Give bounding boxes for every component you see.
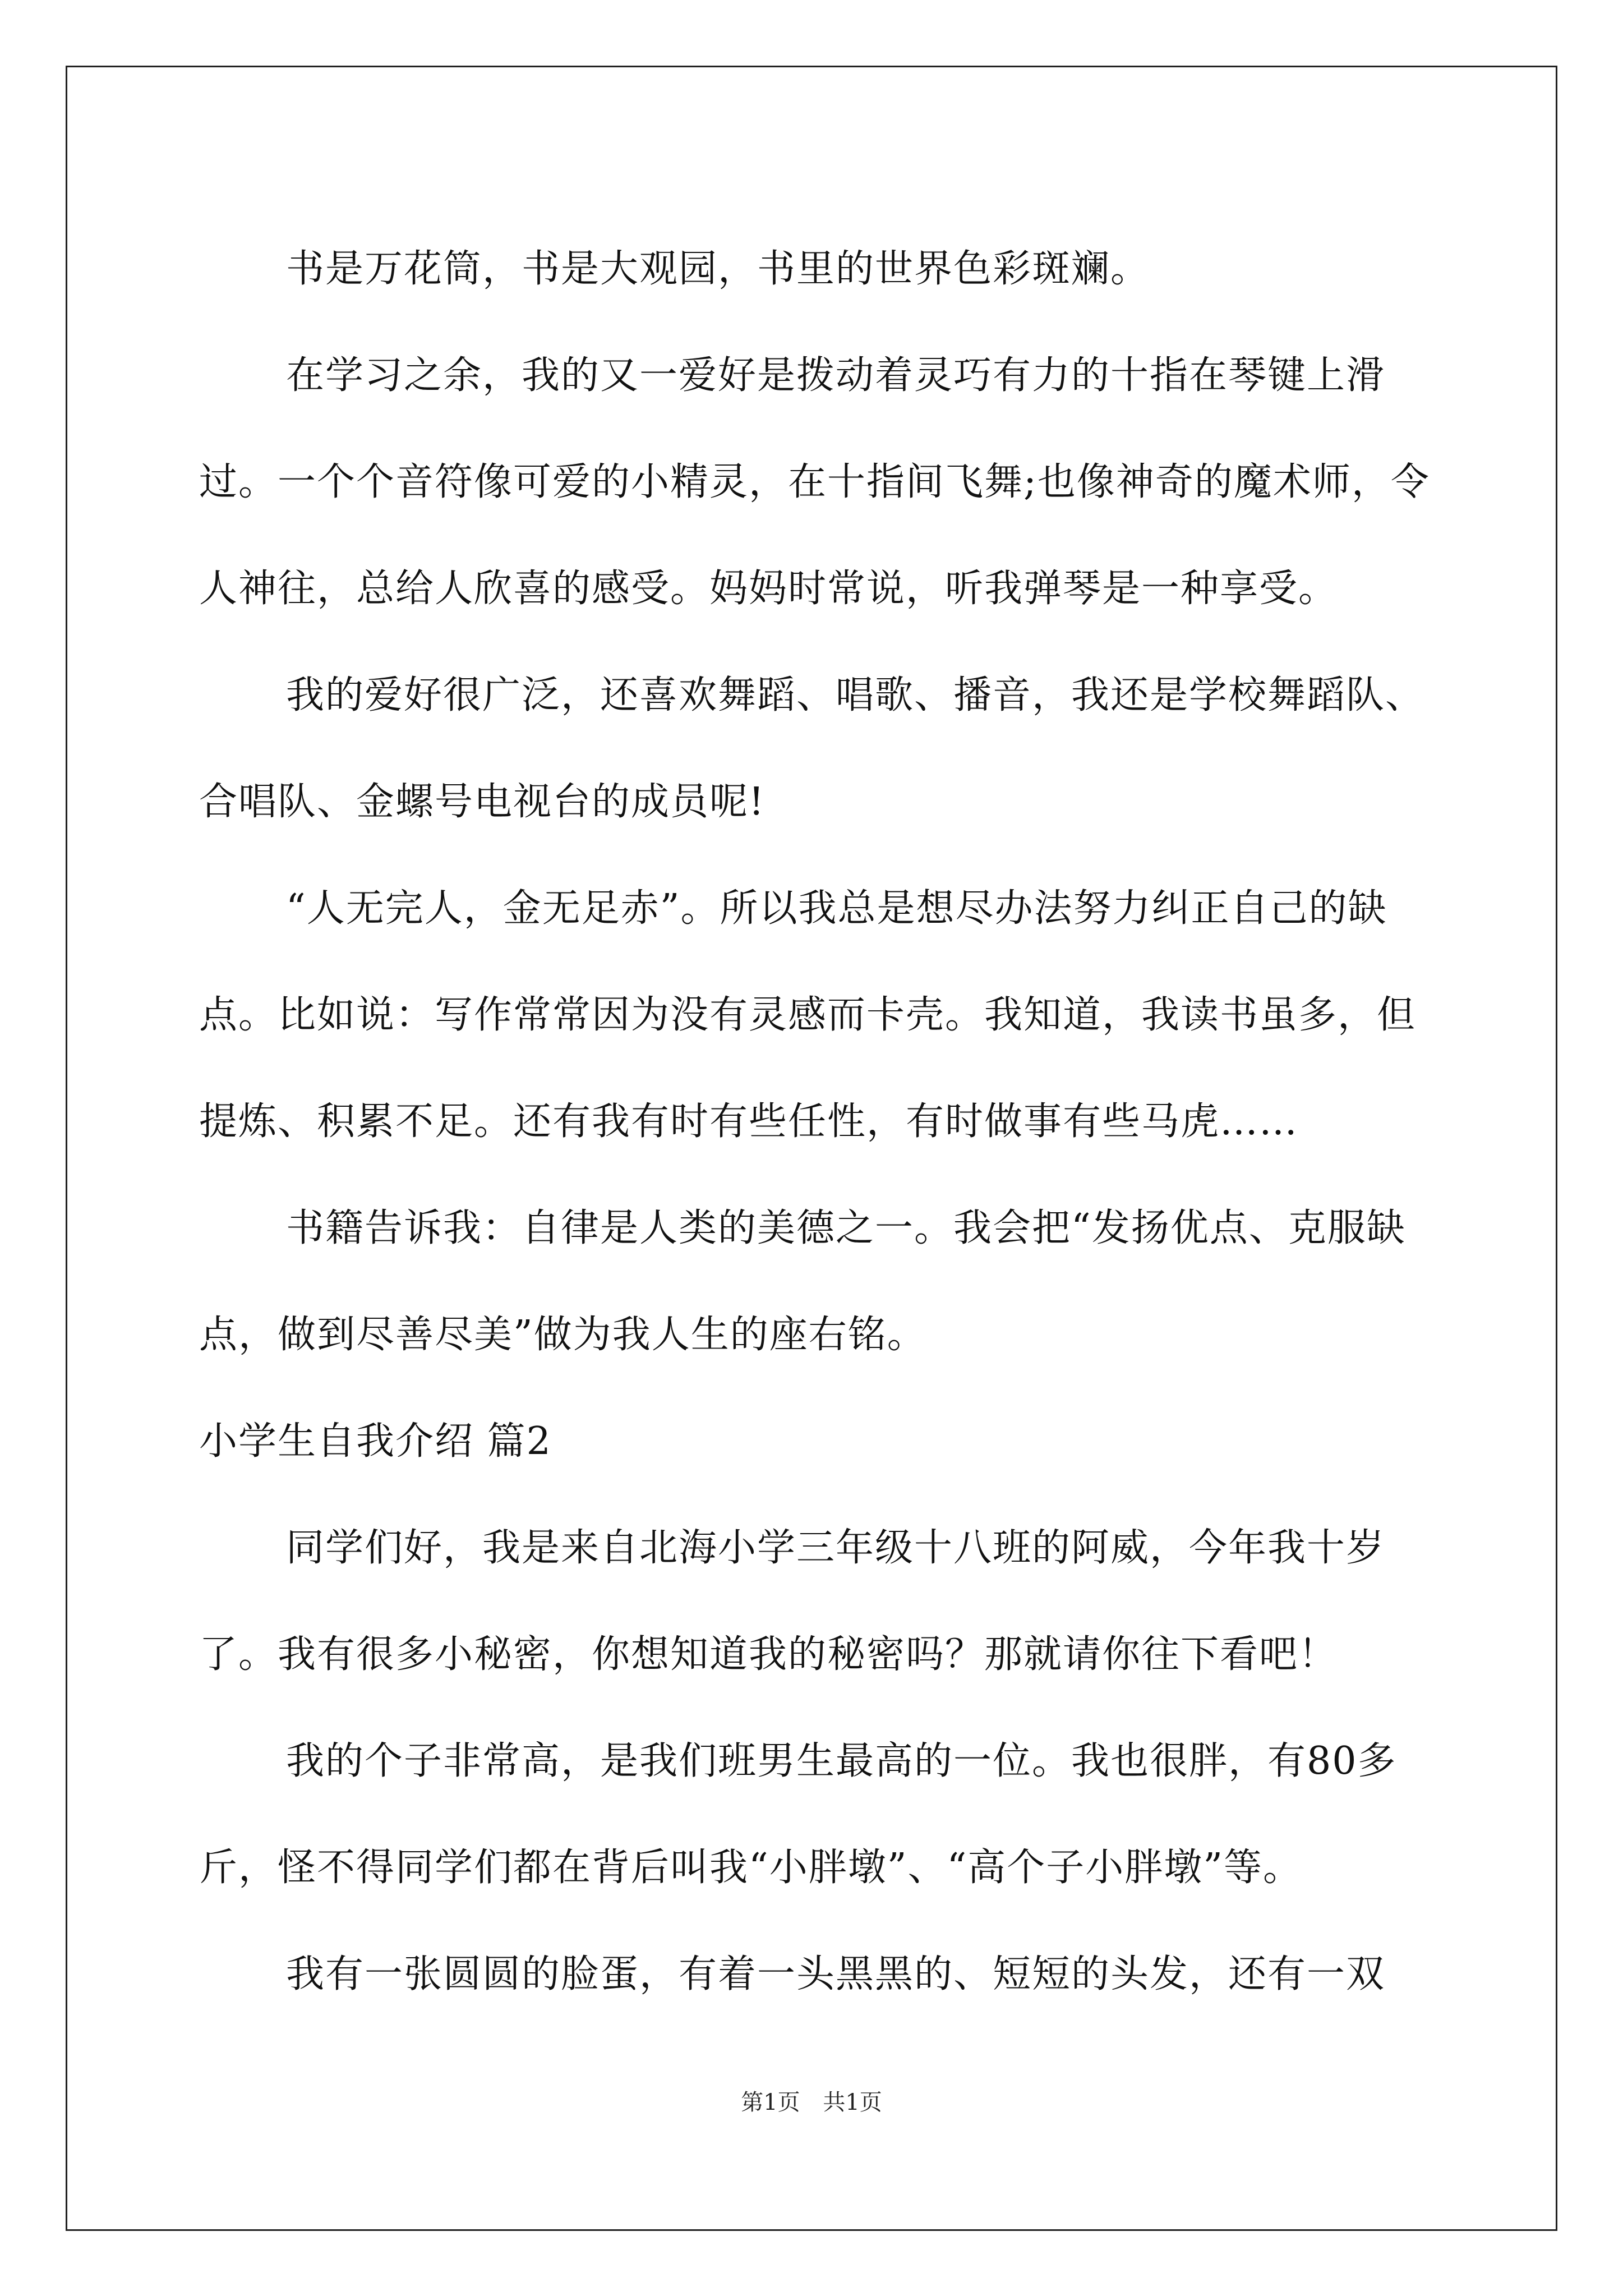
page-number-total: 共1页 — [823, 2090, 882, 2115]
paragraph: 我有一张圆圆的脸蛋，有着一头黑黑的、短短的头发，还有一双 — [286, 1952, 1386, 1996]
document-body — [199, 216, 1447, 2028]
paragraph: 我的个子非常高，是我们班男生最高的一位。我也很胖，有80多斤，怪不得同学们都在背后叫我“小胖墩”、“高个子小胖墩”等。 — [199, 1739, 1397, 1890]
paragraph: 在学习之余，我的又一爱好是拨动着灵巧有力的十指在琴键上滑过。一个个音符像可爱的小精灵，在十指间飞舞;也像神奇的魔术师，令人神往，总给人欣喜的感受。妈妈时常说，听我弹琴是一种享受。 — [199, 353, 1430, 611]
paragraph: 书籍告诉我：自律是人类的美德之一。我会把“发扬优点、克服缺点，做到尽善尽美”做为我人生的座右铭。 — [199, 1206, 1406, 1357]
paragraph: 同学们好，我是来自北海小学三年级十八班的阿威，今年我十岁了。我有很多小秘密，你想知道我的秘密吗？那就请你往下看吧！ — [199, 1526, 1386, 1677]
page-footer — [0, 2086, 1623, 2119]
page-number-current: 第1页 — [741, 2090, 800, 2115]
section-heading: 小学生自我介绍 篇2 — [199, 1419, 552, 1464]
paragraph: “人无完人，金无足赤”。所以我总是想尽办法努力纠正自己的缺点。比如说：写作常常因为没有灵感而卡壳。我知道，我读书虽多，但提炼、积累不足。还有我有时有些任性，有时做事有些马虎…… — [199, 886, 1417, 1144]
paragraph: 书是万花筒，书是大观园，书里的世界色彩斑斓。 — [286, 247, 1150, 291]
paragraph: 我的爱好很广泛，还喜欢舞蹈、唱歌、播音，我还是学校舞蹈队、合唱队、金螺号电视台的成员呢! — [199, 673, 1425, 824]
